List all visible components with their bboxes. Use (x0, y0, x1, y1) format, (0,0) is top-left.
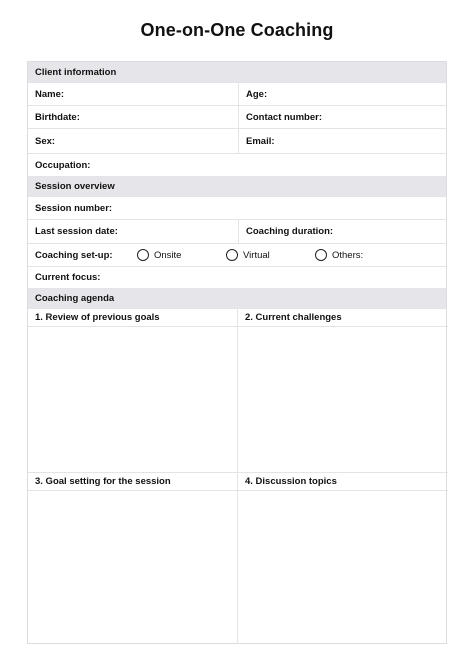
occupation-field[interactable] (28, 154, 446, 176)
coaching-agenda-header (28, 289, 446, 309)
coaching-setup-label: Coaching set-up: (35, 249, 113, 261)
radio-button-icon[interactable] (137, 249, 149, 261)
setup-option-onsite[interactable] (137, 244, 181, 266)
agenda-box-title: 1. Review of previous goals (28, 309, 237, 327)
coaching-duration-label: Coaching duration: (246, 226, 334, 237)
name-field[interactable] (28, 83, 238, 105)
goal-setting-box[interactable] (28, 473, 238, 644)
setup-option-virtual[interactable] (226, 244, 270, 266)
birthdate-contact-row (28, 106, 446, 129)
email-field[interactable] (238, 129, 448, 153)
coaching-form (27, 61, 447, 644)
current-challenges-box[interactable] (238, 309, 448, 473)
section-title: Session overview (35, 181, 115, 192)
sex-email-row (28, 129, 446, 154)
birthdate-field[interactable] (28, 106, 238, 128)
client-information-header (28, 62, 446, 83)
setup-option-label: Onsite (154, 249, 182, 261)
setup-option-others[interactable] (315, 244, 363, 266)
section-title: Coaching agenda (35, 293, 115, 304)
radio-button-icon[interactable] (315, 249, 327, 261)
age-field[interactable] (238, 83, 448, 105)
name-age-row (28, 83, 446, 106)
session-number-row (28, 197, 446, 220)
section-title: Client information (35, 66, 117, 78)
last-session-date-field[interactable] (28, 220, 238, 243)
sex-label: Sex: (35, 135, 56, 147)
current-focus-field[interactable] (28, 267, 446, 288)
email-label: Email: (246, 135, 275, 147)
agenda-box-title: 4. Discussion topics (238, 473, 448, 491)
contact-number-field[interactable] (238, 106, 448, 128)
coaching-duration-field[interactable] (238, 220, 448, 243)
agenda-box-title: 3. Goal setting for the session (28, 473, 237, 491)
setup-option-label: Virtual (243, 249, 270, 261)
contact-number-label: Contact number: (246, 111, 322, 123)
session-overview-header (28, 177, 446, 197)
age-label: Age: (246, 88, 268, 100)
sex-field[interactable] (28, 129, 238, 153)
review-previous-goals-box[interactable] (28, 309, 238, 473)
current-focus-label: Current focus: (35, 272, 101, 283)
discussion-topics-box[interactable] (238, 473, 448, 644)
session-number-field[interactable] (28, 197, 446, 219)
setup-option-label: Others: (332, 249, 364, 261)
agenda-box-title: 2. Current challenges (238, 309, 448, 327)
current-focus-row (28, 267, 446, 289)
occupation-label: Occupation: (35, 159, 91, 171)
birthdate-label: Birthdate: (35, 111, 80, 123)
radio-button-icon[interactable] (226, 249, 238, 261)
name-label: Name: (35, 88, 65, 100)
coaching-setup-row (28, 244, 446, 267)
session-number-label: Session number: (35, 202, 113, 214)
last-session-duration-row (28, 220, 446, 244)
last-session-date-label: Last session date: (35, 226, 118, 237)
occupation-row (28, 154, 446, 177)
page-title: One-on-One Coaching (140, 20, 334, 40)
